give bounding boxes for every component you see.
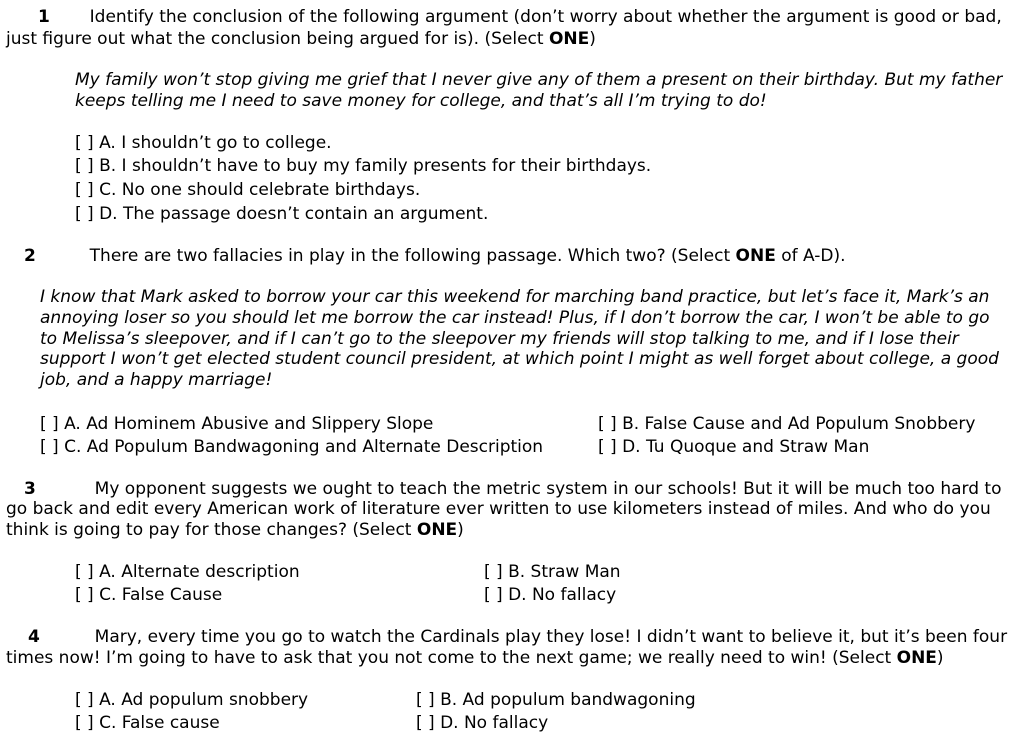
question-2-passage-line-2: annoying loser so you should let me borrow the car instead! Plus, if I don’t borrow the car, I won’t be able to go <box>40 308 990 328</box>
question-3-option-b[interactable]: [ ] B. Straw Man <box>484 562 621 582</box>
question-3-prompt-line-3: think is going to pay for those changes? (Select ONE) <box>6 520 464 540</box>
question-1-prompt-line-2: just figure out what the conclusion being argued for is). (Select ONE) <box>6 29 596 49</box>
question-3-option-a[interactable]: [ ] A. Alternate description <box>75 562 300 582</box>
question-1-option-d[interactable]: [ ] D. The passage doesn’t contain an argument. <box>75 204 489 224</box>
question-3-number: 3 <box>24 479 36 499</box>
question-4-option-c[interactable]: [ ] C. False cause <box>75 713 220 733</box>
question-3-option-c[interactable]: [ ] C. False Cause <box>75 585 223 605</box>
question-2-passage-line-4: support I won’t get elected student council president, at which point I might as well forget about college, a good <box>40 349 999 369</box>
question-2-option-a[interactable]: [ ] A. Ad Hominem Abusive and Slippery Slope <box>40 414 434 434</box>
question-4-option-a[interactable]: [ ] A. Ad populum snobbery <box>75 690 309 710</box>
question-1-prompt-line-1: Identify the conclusion of the following argument (don’t worry about whether the argument is good or bad, <box>89 7 1002 27</box>
question-2-option-c[interactable]: [ ] C. Ad Populum Bandwagoning and Alternate Description <box>40 437 544 457</box>
question-4-option-d[interactable]: [ ] D. No fallacy <box>416 713 549 733</box>
question-4-option-b[interactable]: [ ] B. Ad populum bandwagoning <box>416 690 696 710</box>
question-3-prompt-line-2: go back and edit every American work of literature ever written to use kilometers instead of miles. And who do you <box>6 499 991 519</box>
question-1-number: 1 <box>38 7 50 27</box>
question-3-option-d[interactable]: [ ] D. No fallacy <box>484 585 617 605</box>
question-1-passage-line-2: keeps telling me I need to save money for college, and that’s all I’m trying to do! <box>75 91 767 111</box>
question-1-option-a[interactable]: [ ] A. I shouldn’t go to college. <box>75 133 332 153</box>
question-2-passage-line-3: to Melissa’s sleepover, and if I can’t go to the sleepover my friends will stop talking to me, and if I lose their <box>40 329 959 349</box>
question-1-option-b[interactable]: [ ] B. I shouldn’t have to buy my family presents for their birthdays. <box>75 156 652 176</box>
question-1-passage-line-1: My family won’t stop giving me grief that I never give any of them a present on their birthday. But my father <box>75 70 1003 90</box>
question-2-number: 2 <box>24 246 36 266</box>
question-2-passage-line-1: I know that Mark asked to borrow your car this weekend for marching band practice, but let’s face it, Mark’s an <box>40 287 990 307</box>
question-1-option-c[interactable]: [ ] C. No one should celebrate birthdays. <box>75 180 421 200</box>
question-2-prompt: 2 There are two fallacies in play in the following passage. Which two? (Select ONE of A-D). <box>24 246 846 266</box>
question-2-passage-line-5: job, and a happy marriage! <box>40 370 273 390</box>
question-2-option-b[interactable]: [ ] B. False Cause and Ad Populum Snobbery <box>598 414 976 434</box>
question-4-prompt-line-2: times now! I’m going to have to ask that you not come to the next game; we really need to win! (Select ONE) <box>6 648 944 668</box>
question-4-prompt: 4 Mary, every time you go to watch the Cardinals play they lose! I didn’t want to believe it, but it’s been four <box>28 627 1008 647</box>
question-4-number: 4 <box>28 627 40 647</box>
question-2-option-d[interactable]: [ ] D. Tu Quoque and Straw Man <box>598 437 870 457</box>
question-3-prompt: 3 My opponent suggests we ought to teach the metric system in our schools! But it will be much too hard to <box>24 479 1002 499</box>
question-1-prompt <box>38 7 1002 28</box>
